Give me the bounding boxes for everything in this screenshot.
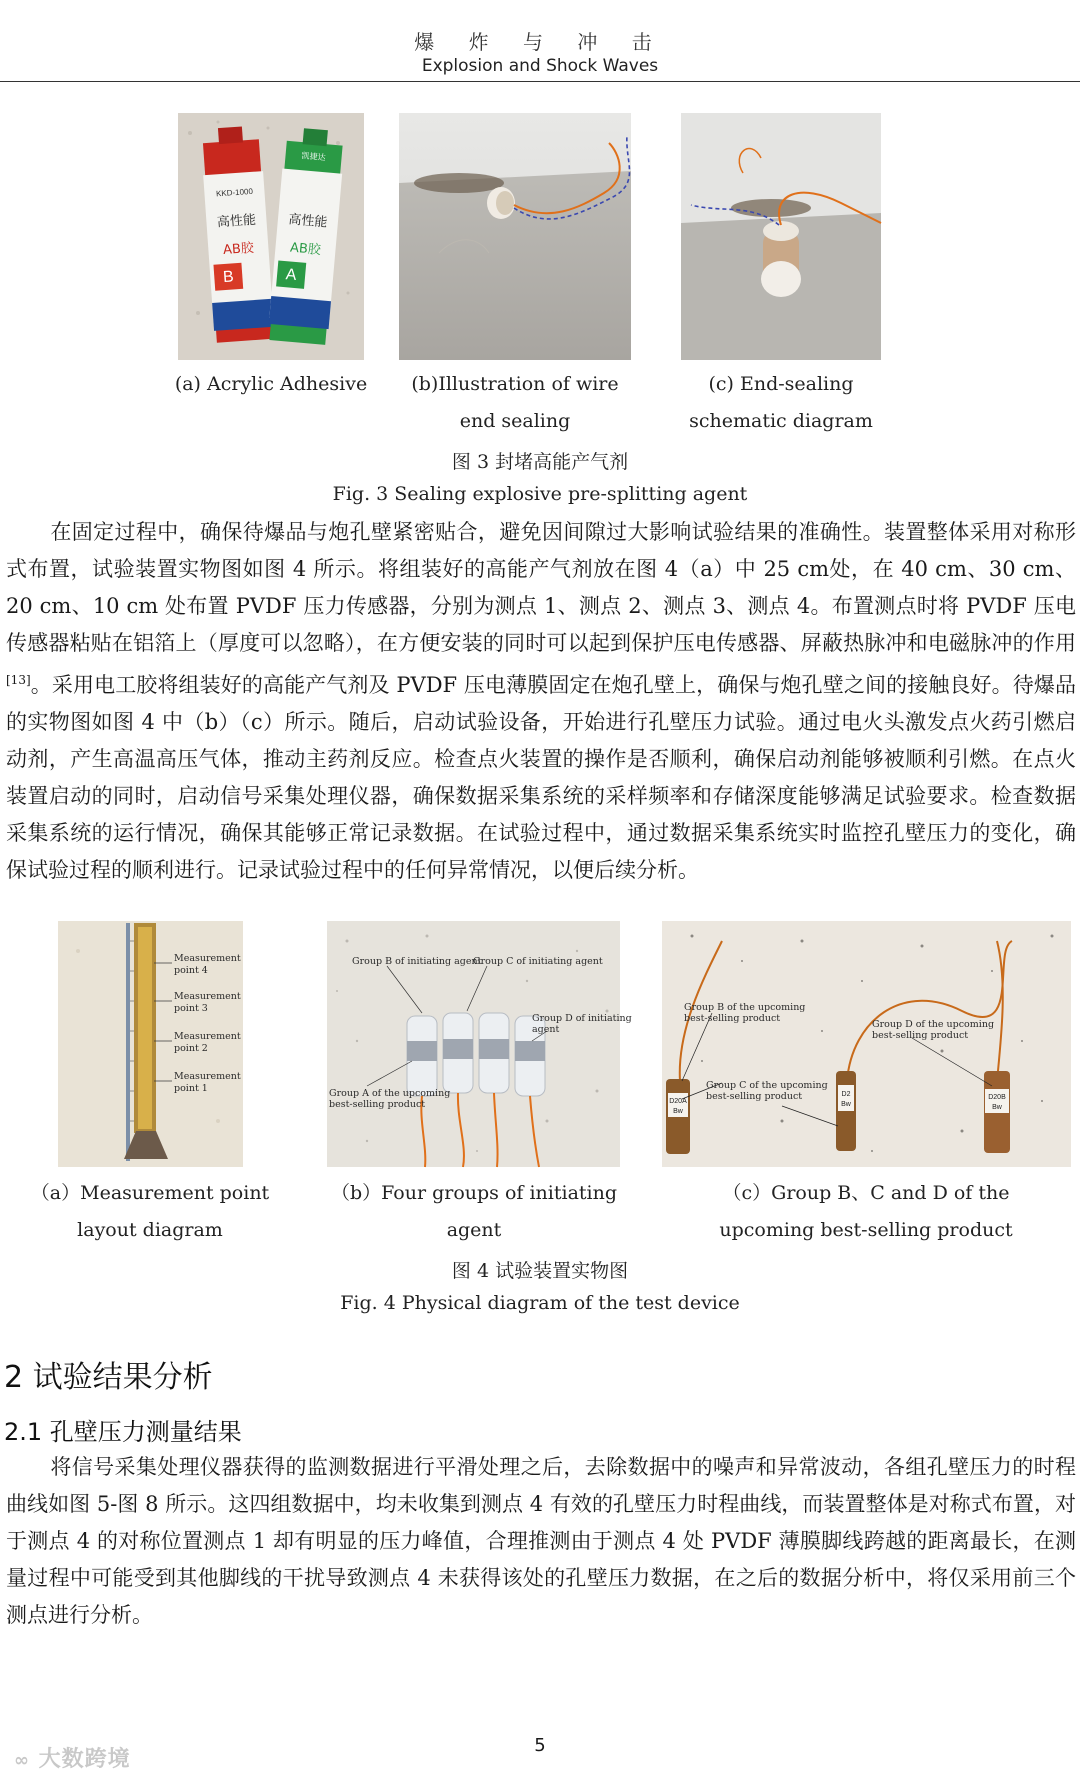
watermark-text: 大数跨境: [38, 1747, 131, 1772]
fig4c-group-c-l1: Group C of the upcoming: [706, 1080, 828, 1091]
fig4c-group-d-l1: Group D of the upcoming: [872, 1019, 995, 1030]
fig4c-tag3-l1: D20B: [988, 1094, 1006, 1101]
fig4c-photo: [662, 921, 1071, 1167]
svg-text:Group C of the upcoming: [706, 1080, 828, 1091]
citation-13: [13]: [6, 673, 31, 687]
svg-text:best-selling product: [872, 1030, 968, 1041]
svg-text:agent: [532, 1024, 559, 1035]
svg-text:Group D of the upcoming: [872, 1019, 994, 1030]
fig4b-group-b-label: Group B of initiating agent: [352, 956, 482, 967]
fig4a-point3-l2: point 3: [174, 1003, 208, 1014]
svg-text:Measurement: [174, 1071, 241, 1082]
fig4a-point1-l2: point 1: [174, 1083, 208, 1094]
paragraph-1-text: 在固定过程中，确保待爆品与炮孔壁紧密贴合，避免因间隙过大影响试验结果的准确性。装置整体采用对称形式布置，试验装置实物图如图 4 所示。将组装好的高能产气剂放在图 4（a）中 25 cm处，在 40 cm、30 cm、20 cm、10 cm 处布置 PVDF 压力传感器，分别为测点 1、测点 2、测点 3、测点 4。布置测点时将 PVDF 压电传感器粘贴在铝箔上（厚度可以忽略），在方便安装的同时可以起到保护压电传感器、屏蔽热脉冲和电磁脉冲的作用: [6, 520, 1076, 655]
svg-text:D2: [842, 1091, 851, 1098]
svg-text:Bw: [673, 1108, 684, 1115]
tube-a-letter: A: [285, 266, 298, 285]
fig4a-caption: （a）Measurement point layout diagram: [30, 1182, 270, 1241]
fig4c-tag1-l1: D20A: [669, 1098, 687, 1105]
svg-text:point 4: [174, 965, 208, 976]
fig4b-group-c-label: Group C of initiating agent: [473, 956, 603, 967]
tube-a-ab: AB胶: [289, 240, 322, 259]
subsection-heading: 2.1 孔壁压力测量结果: [4, 1418, 242, 1446]
fig4a-point2-l2: point 2: [174, 1043, 208, 1054]
fig4b-photo: [327, 921, 632, 1167]
fig4c-tag3-l2: Bw: [992, 1104, 1002, 1111]
body-paragraph-1: [6, 514, 1076, 889]
fig4a-point3-l1: Measurement: [174, 991, 241, 1002]
fig3a-caption: (a) Acrylic Adhesive: [174, 373, 368, 395]
svg-text:D20A: [669, 1098, 687, 1105]
tube-b-text: 高性能: [216, 212, 257, 231]
paragraph-1-tail: 。采用电工胶将组装好的高能产气剂及 PVDF 压电薄膜固定在炮孔壁上，确保与炮孔壁之间的接触良好。待爆品的实物图如图 4 中（b）（c）所示。随后，启动试验设备，开始进行孔壁压力试验。通过电火头激发点火药引燃启动剂，产生高温高压气体，推动主药剂反应。检查点火装置的操作是否顺利，确保启动剂能够被顺利引燃。在点火装置启动的同时，启动信号采集处理仪器，确保数据采集系统的采样频率和存储深度能够满足试验要求。检查数据采集系统的运行情况，确保其能够正常记录数据。在试验过程中，通过数据采集系统实时监控孔壁压力的变化，确保试验过程的顺利进行。记录试验过程中的任何异常情况，以便后续分析。: [6, 673, 1076, 882]
tube-a-text: 高性能: [287, 212, 328, 231]
svg-text:Group D of initiating: [532, 1013, 632, 1024]
fig4c-caption: （c）Group B、C and D of the upcoming best-selling product: [719, 1182, 1013, 1241]
fig4c-group-c-l2: best-selling product: [706, 1091, 803, 1102]
fig4a-point2-l1: Measurement: [174, 1031, 241, 1042]
fig4a-point1-l1: Measurement: [174, 1071, 241, 1082]
fig4a-point4-l2: point 4: [174, 965, 208, 976]
svg-text:Measurement: [174, 991, 241, 1002]
watermark: [14, 1742, 131, 1773]
fig3-title-cn: 图 3 封堵高能产气剂: [451, 451, 629, 473]
fig4c-group-b-l1: Group B of the upcoming: [684, 1002, 806, 1013]
svg-text:D20B: [988, 1094, 1006, 1101]
fig4c-group-d-l2: best-selling product: [872, 1030, 969, 1041]
fig4c-tag1-l2: Bw: [673, 1108, 683, 1115]
section-heading: 2 试验结果分析: [4, 1360, 213, 1395]
svg-text:Group A of the upcoming: [329, 1088, 450, 1099]
svg-text:best-selling product: [706, 1091, 802, 1102]
tube-b-model: KKD-1000: [215, 186, 254, 199]
watermark-logo-icon: ∞: [14, 1750, 30, 1771]
fig4c-group-b-l2: best-selling product: [684, 1013, 781, 1024]
svg-text:Group C of initiating agent: [473, 956, 603, 967]
fig3-title-en: Fig. 3 Sealing explosive pre-splitting agent: [332, 483, 748, 505]
svg-text:Bw: [992, 1104, 1003, 1111]
svg-text:best-selling product: [684, 1013, 780, 1024]
journal-title-en: Explosion and Shock Waves: [421, 56, 659, 76]
fig3c-photo: [681, 113, 881, 360]
fig3b-photo: [399, 113, 631, 360]
header-rule: [0, 81, 1080, 82]
fig4b-caption: （b）Four groups of initiating agent: [330, 1182, 618, 1241]
fig4-title-en: Fig. 4 Physical diagram of the test device: [340, 1292, 740, 1314]
svg-text:point 2: [174, 1043, 208, 1054]
fig3a-photo: [178, 113, 364, 360]
fig4c-tag2-l2: Bw: [841, 1101, 851, 1108]
svg-text:Measurement: [174, 1031, 241, 1042]
tube-b-ab: AB胶: [222, 240, 255, 259]
fig4b-group-d-l2: agent: [532, 1024, 560, 1035]
svg-text:point 1: [174, 1083, 208, 1094]
fig3b-caption: (b)Illustration of wire end sealing: [411, 373, 619, 432]
fig4b-group-d-l1: Group D of initiating: [532, 1013, 632, 1024]
fig4-title-cn: 图 4 试验装置实物图: [451, 1260, 629, 1282]
fig4b-group-a-l1: Group A of the upcoming: [329, 1088, 451, 1099]
tube-a-brand: 凯捷达: [301, 151, 326, 163]
body-paragraph-2: [6, 1449, 1076, 1634]
tube-b-letter: B: [222, 268, 235, 287]
fig4a-point4-l1: Measurement: [174, 953, 241, 964]
fig4a-photo: [58, 921, 243, 1167]
page-header: [0, 0, 1080, 82]
svg-text:Measurement: [174, 953, 241, 964]
fig3c-caption: (c) End-sealing schematic diagram: [689, 373, 873, 432]
svg-text:Group B of the upcoming: [684, 1002, 805, 1013]
svg-text:Bw: [841, 1101, 852, 1108]
svg-text:best-selling product: [329, 1099, 425, 1110]
fig4b-group-a-l2: best-selling product: [329, 1099, 426, 1110]
page-number: 5: [534, 1735, 546, 1756]
svg-text:point 3: [174, 1003, 208, 1014]
fig4c-tag2-l1: D2: [841, 1091, 851, 1098]
journal-title-cn: 爆 炸 与 冲 击: [414, 30, 666, 54]
svg-text:Group B of initiating agent: [352, 956, 482, 967]
paragraph-2-text: 将信号采集处理仪器获得的监测数据进行平滑处理之后，去除数据中的噪声和异常波动，各组孔壁压力的时程曲线如图 5-图 8 所示。这四组数据中，均未收集到测点 4 有效的孔壁压力时程曲线，而装置整体是对称式布置，对于测点 4 的对称位置测点 1 却有明显的压力峰值，合理推测由于测点 4 处 PVDF 薄膜脚线跨越的距离最长，在测量过程中可能受到其他脚线的干扰导致测点 4 未获得该处的孔壁压力数据，在之后的数据分析中，将仅采用前三个测点进行分析。: [6, 1455, 1076, 1627]
